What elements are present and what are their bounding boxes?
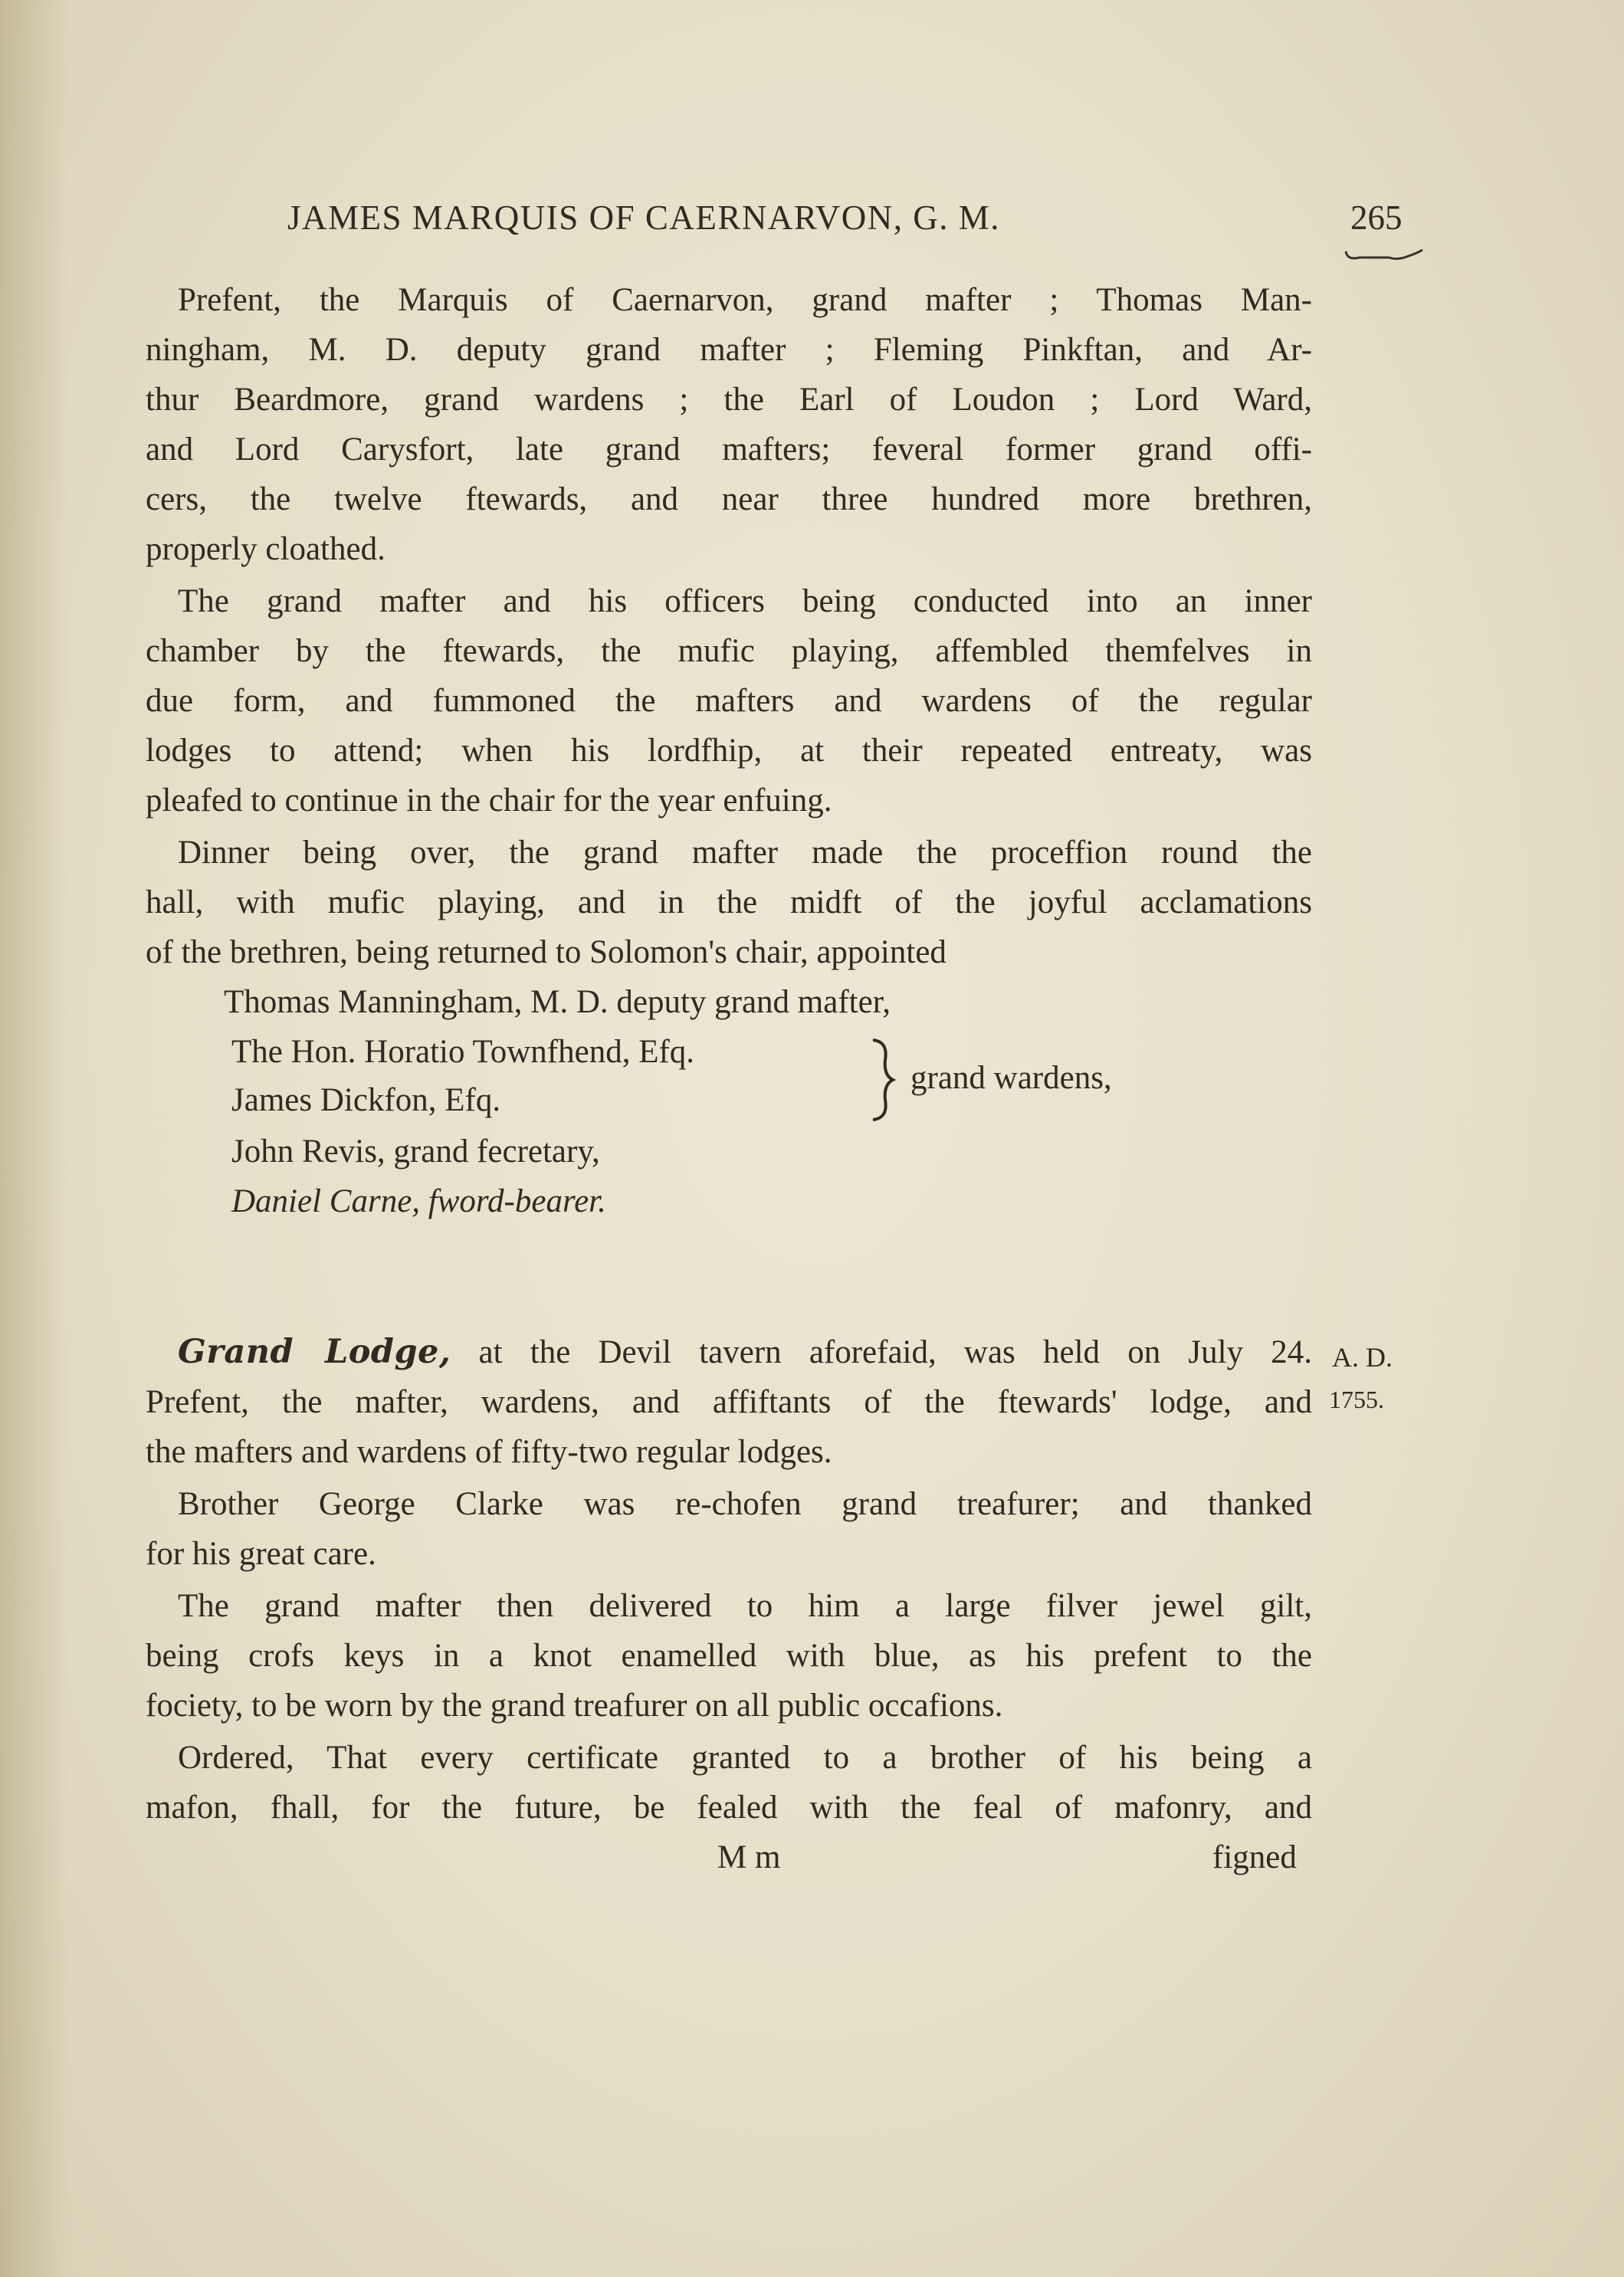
text-span: at the Devil tavern aforefaid, was held on July 24. bbox=[451, 1334, 1313, 1370]
blackletter-heading: Grand Lodge, bbox=[178, 1333, 451, 1371]
appointment-warden: James Dickfon, Efq. bbox=[231, 1082, 501, 1118]
folio-flourish bbox=[1343, 247, 1427, 265]
appointment-warden: The Hon. Horatio Townfhend, Efq. bbox=[231, 1034, 695, 1070]
page-edge-shadow bbox=[0, 0, 69, 2277]
margin-note-ad: A. D. bbox=[1332, 1342, 1393, 1373]
text-line: The grand mafter then delivered to him a large filver jewel gilt, bbox=[178, 1588, 1312, 1624]
text-line: of the brethren, being returned to Solomon's chair, appointed bbox=[146, 934, 947, 970]
appointment-sword-bearer: Daniel Carne, fword-bearer. bbox=[231, 1183, 606, 1219]
text-line: Prefent, the Marquis of Caernarvon, grand mafter ; Thomas Man- bbox=[178, 282, 1312, 318]
text-line: for his great care. bbox=[146, 1536, 376, 1572]
text-line: mafon, fhall, for the future, be fealed with the feal of mafonry, and bbox=[146, 1790, 1312, 1826]
text-line: the mafters and wardens of fifty-two regular lodges. bbox=[146, 1434, 832, 1470]
text-line: fociety, to be worn by the grand treafurer on all public occafions. bbox=[146, 1688, 1003, 1724]
appointment-deputy: Thomas Manningham, M. D. deputy grand mafter, bbox=[224, 984, 891, 1020]
text-line bbox=[178, 1333, 1313, 1371]
text-line: Dinner being over, the grand mafter made the proceffion round the bbox=[178, 835, 1312, 871]
text-line: Prefent, the mafter, wardens, and affiftants of the ftewards' lodge, and bbox=[146, 1384, 1312, 1420]
text-line: lodges to attend; when his lordfhip, at their repeated entreaty, was bbox=[146, 733, 1312, 769]
text-line: pleafed to continue in the chair for the year enfuing. bbox=[146, 783, 832, 819]
text-line: chamber by the ftewards, the mufic playing, affembled themfelves in bbox=[146, 633, 1312, 669]
text-line: ningham, M. D. deputy grand mafter ; Fleming Pinkftan, and Ar- bbox=[146, 332, 1312, 368]
wardens-label: grand wardens, bbox=[910, 1060, 1112, 1096]
margin-note-year: 1755. bbox=[1329, 1386, 1384, 1413]
appointment-secretary: John Revis, grand fecretary, bbox=[231, 1134, 600, 1170]
page-number: 265 bbox=[1350, 198, 1403, 237]
running-head: JAMES MARQUIS OF CAERNARVON, G. M. bbox=[287, 198, 1001, 237]
text-line: The grand mafter and his officers being conducted into an inner bbox=[178, 583, 1312, 619]
catchword: figned bbox=[1212, 1839, 1297, 1875]
text-line: Ordered, That every certificate granted to a brother of his being a bbox=[178, 1740, 1312, 1776]
text-line: thur Beardmore, grand wardens ; the Earl of Loudon ; Lord Ward, bbox=[146, 382, 1312, 418]
text-line: properly cloathed. bbox=[146, 531, 385, 567]
signature-mark: M m bbox=[717, 1839, 781, 1875]
text-line: and Lord Carysfort, late grand mafters; feveral former grand offi- bbox=[146, 431, 1312, 468]
text-line: due form, and fummoned the mafters and wardens of the regular bbox=[146, 683, 1312, 719]
text-line: cers, the twelve ftewards, and near three hundred more brethren, bbox=[146, 481, 1312, 517]
text-line: hall, with mufic playing, and in the midft of the joyful acclamations bbox=[146, 884, 1312, 920]
text-line: being crofs keys in a knot enamelled with blue, as his prefent to the bbox=[146, 1638, 1312, 1674]
brace-icon bbox=[868, 1037, 896, 1123]
text-line: Brother George Clarke was re-chofen grand treafurer; and thanked bbox=[178, 1486, 1312, 1522]
